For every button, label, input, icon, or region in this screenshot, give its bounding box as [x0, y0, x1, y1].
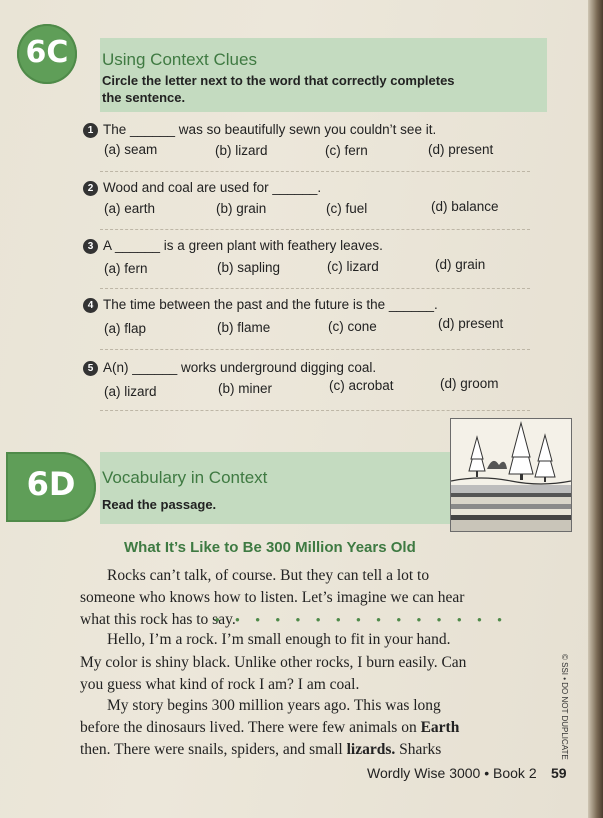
section-6d-badge: 6D	[6, 452, 96, 522]
divider	[100, 410, 530, 411]
section-6d-banner	[100, 452, 450, 524]
option-b[interactable]: (b) flame	[217, 320, 271, 335]
passage-line	[80, 741, 441, 759]
section-6c-instruction-2: the sentence.	[102, 90, 186, 105]
passage-title: What It’s Like to Be 300 Million Years Old	[124, 539, 416, 556]
option-a[interactable]: (a) seam	[104, 142, 158, 157]
option-a[interactable]: (a) flap	[104, 321, 147, 336]
footer-book-title: Wordly Wise 3000 • Book 2	[367, 765, 537, 781]
option-c[interactable]: (c) acrobat	[329, 378, 394, 393]
question-3	[83, 238, 383, 254]
dotted-divider: • • • • • • • • • • • • • • •	[215, 612, 508, 627]
option-b[interactable]: (b) grain	[216, 201, 267, 216]
passage-line: Rocks can’t talk, of course. But they can tell a lot to	[107, 567, 430, 584]
passage-line: someone who knows how to listen. Let’s imagine we can hear	[80, 589, 465, 606]
option-d[interactable]: (d) grain	[435, 257, 486, 272]
passage-line	[80, 719, 459, 737]
option-a[interactable]: (a) earth	[104, 201, 156, 216]
vocab-word: lizards.	[346, 741, 396, 758]
option-b[interactable]: (b) lizard	[215, 143, 268, 158]
section-6c-badge: 6C	[17, 24, 77, 84]
question-text: The ______ was so beautifully sewn you couldn’t see it.	[103, 122, 437, 137]
divider	[100, 288, 530, 289]
question-text: Wood and coal are used for ______.	[103, 180, 322, 195]
section-6c-instruction-1: Circle the letter next to the word that correctly completes	[102, 73, 455, 88]
question-number: 3	[83, 239, 98, 254]
page-number: 59	[551, 765, 567, 781]
question-5	[83, 360, 376, 376]
page-edge	[588, 0, 603, 818]
option-c[interactable]: (c) fuel	[326, 201, 368, 216]
divider	[100, 229, 530, 230]
question-2	[83, 180, 321, 196]
passage-line: My color is shiny black. Unlike other rocks, I burn easily. Can	[80, 654, 467, 671]
question-text: The time between the past and the future is the ______.	[103, 297, 438, 312]
passage-line: what this rock has to say.	[80, 611, 236, 628]
option-b[interactable]: (b) miner	[218, 381, 273, 396]
divider	[100, 171, 530, 172]
option-c[interactable]: (c) cone	[328, 319, 377, 334]
question-number: 5	[83, 361, 98, 376]
copyright-notice: © SSI • DO NOT DUPLICATE	[560, 654, 569, 760]
passage-line: Hello, I’m a rock. I’m small enough to fit in your hand.	[107, 631, 451, 648]
question-text: A(n) ______ works underground digging coal.	[103, 360, 377, 375]
question-4	[83, 297, 438, 313]
section-6c-title: Using Context Clues	[102, 50, 257, 69]
option-a[interactable]: (a) lizard	[104, 384, 157, 399]
vocab-word: Earth	[420, 719, 460, 736]
option-d[interactable]: (d) present	[438, 316, 504, 331]
passage-line: My story begins 300 million years ago. This was long	[107, 697, 441, 714]
passage-text: Sharks	[395, 741, 442, 758]
question-number: 2	[83, 181, 98, 196]
question-1	[83, 122, 436, 138]
option-d[interactable]: (d) balance	[431, 199, 499, 214]
question-number: 1	[83, 123, 98, 138]
option-d[interactable]: (d) present	[428, 142, 494, 157]
option-d[interactable]: (d) groom	[440, 376, 499, 391]
passage-text: then. There were snails, spiders, and small	[80, 741, 347, 758]
rock-layers-illustration	[450, 418, 572, 532]
divider	[100, 349, 530, 350]
passage-line: you guess what kind of rock I am? I am coal.	[80, 676, 360, 693]
section-6d-title: Vocabulary in Context	[102, 468, 268, 487]
question-number: 4	[83, 298, 98, 313]
question-text: A ______ is a green plant with feathery leaves.	[103, 238, 383, 253]
forest-strata-icon	[451, 419, 571, 531]
option-b[interactable]: (b) sapling	[217, 260, 281, 275]
option-c[interactable]: (c) lizard	[327, 259, 379, 274]
option-c[interactable]: (c) fern	[325, 143, 368, 158]
passage-text: before the dinosaurs lived. There were few animals on	[80, 719, 421, 736]
section-6d-instruction: Read the passage.	[102, 497, 217, 512]
option-a[interactable]: (a) fern	[104, 261, 148, 276]
